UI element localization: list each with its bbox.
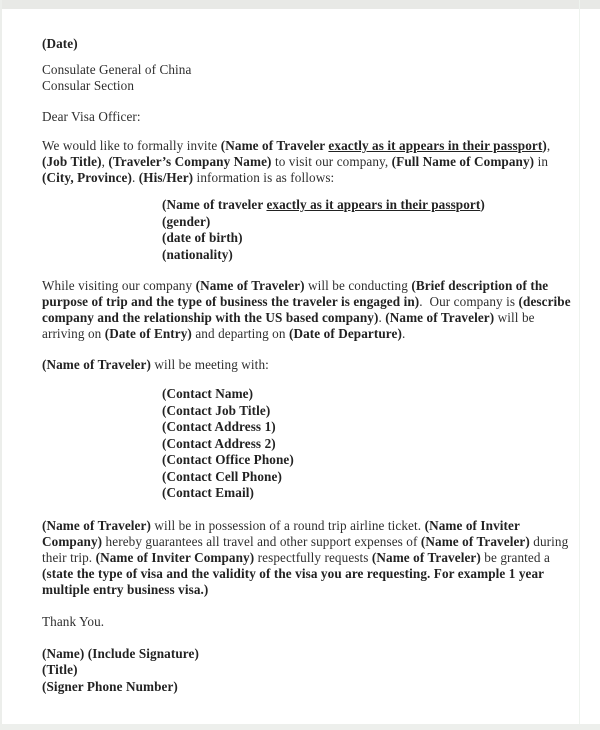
closing-line bbox=[42, 614, 576, 630]
text-line: (Contact Address 1) bbox=[162, 419, 276, 434]
text-line: While visiting our company (Name of Traveler) will be conducting (Brief description of the purpose of trip and the type of business the traveler is engaged in). Our company is (describe company and the relationship with the US based company). (Name of Traveler) will be arriving on (Date of Entry) and departing on (Date of Departure). bbox=[42, 278, 571, 341]
salutation bbox=[42, 109, 576, 125]
text-line: (Title) bbox=[42, 662, 78, 677]
contact-info-list bbox=[42, 386, 576, 502]
text-line: (Contact Address 2) bbox=[162, 435, 276, 451]
text-line: (Contact Office Phone) bbox=[162, 452, 294, 467]
text-line: (Contact Name) bbox=[162, 386, 254, 401]
text-line: (Contact Email) bbox=[162, 485, 254, 500]
page-top-edge bbox=[0, 0, 600, 9]
visit-details-paragraph bbox=[42, 278, 576, 342]
recipient-address bbox=[42, 62, 576, 94]
text-line: (Name) (Include Signature) bbox=[42, 645, 199, 661]
text-line: (Contact Job Title) bbox=[162, 402, 271, 418]
page-bottom-edge bbox=[0, 724, 600, 730]
signature-block bbox=[42, 646, 576, 696]
guarantee-paragraph bbox=[42, 518, 576, 598]
text-line: (Name of Traveler) will be meeting with: bbox=[42, 357, 269, 372]
text-line: Consular Section bbox=[42, 78, 135, 93]
traveler-info-list bbox=[42, 197, 576, 263]
letter-document bbox=[2, 9, 600, 724]
text-line: Consulate General of China bbox=[42, 62, 192, 77]
text-line: (nationality) bbox=[162, 246, 233, 262]
letter-date bbox=[42, 36, 576, 52]
text-line: (gender) bbox=[162, 213, 211, 229]
text-line: We would like to formally invite (Name of Traveler exactly as it appears in their passport), (Job Title), (Traveler’s Company Name) to visit our company, (Full Name of Company) in (City, Province). (His/Her) information is as follows: bbox=[42, 138, 551, 185]
text-line: (Date) bbox=[42, 36, 78, 51]
text-line: (Name of Traveler) will be in possession of a round trip airline ticket. (Name of Inviter Company) hereby guarantees all travel and other support expenses of (Name of Traveler) during their trip. (Name of Inviter Company) respectfully requests (Name of Traveler) be granted a (state the type of visa and the validity of the visa you are requesting. For example 1 year multiple entry business visa.) bbox=[42, 517, 569, 597]
text-line: (Contact Cell Phone) bbox=[162, 468, 282, 484]
intro-paragraph bbox=[42, 138, 576, 186]
text-line: Dear Visa Officer: bbox=[42, 109, 141, 124]
text-line: Thank You. bbox=[42, 613, 105, 629]
text-line: (date of birth) bbox=[162, 230, 243, 245]
text-line: (Signer Phone Number) bbox=[42, 678, 178, 694]
text-line: (Name of traveler exactly as it appears in their passport) bbox=[162, 197, 485, 212]
meeting-intro-line bbox=[42, 357, 576, 373]
